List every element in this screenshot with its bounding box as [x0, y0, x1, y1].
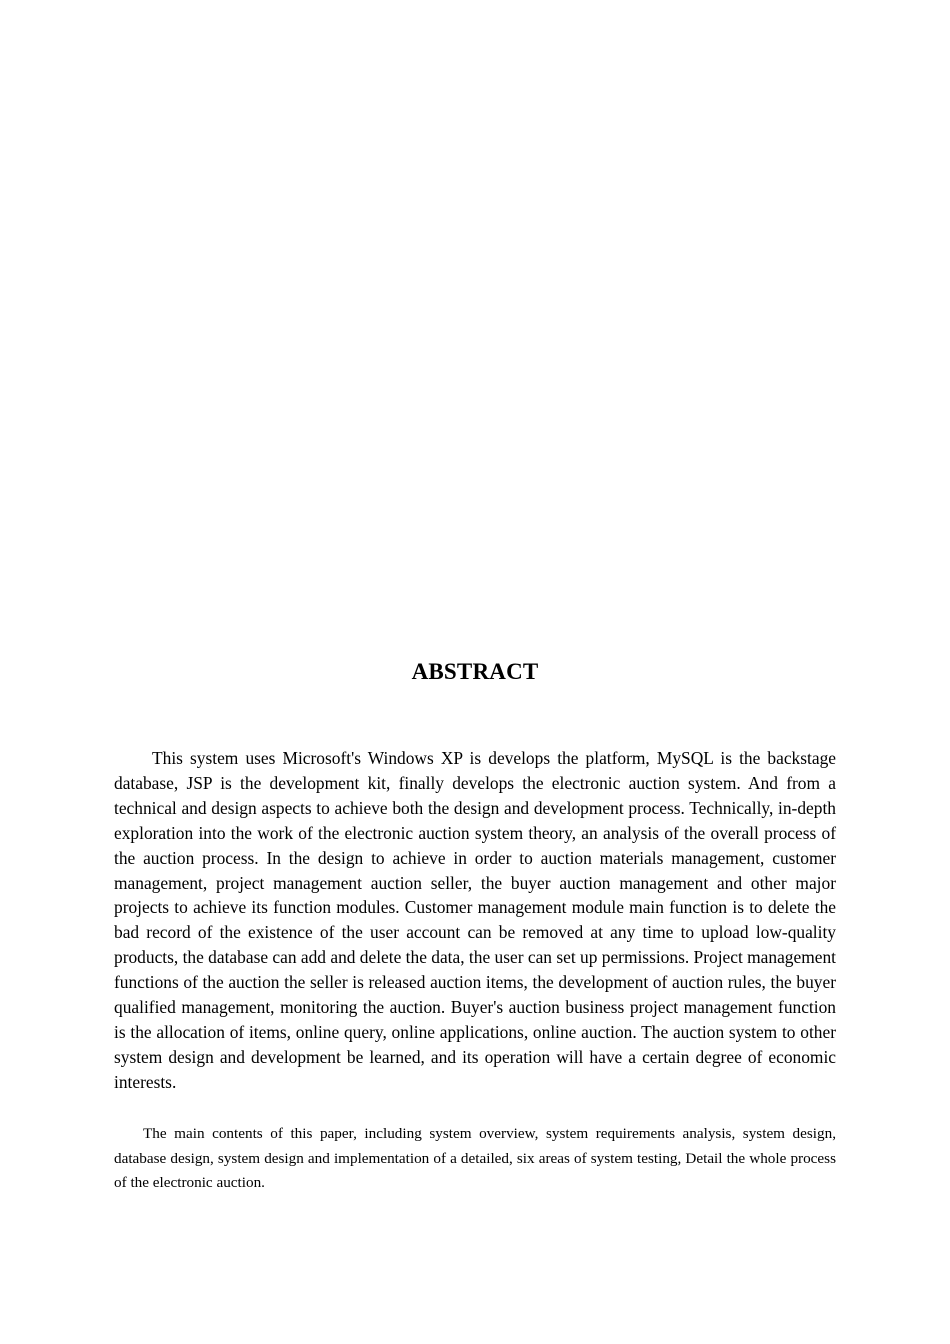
abstract-paragraph-main: This system uses Microsoft's Windows XP is develops the platform, MySQL is the backstage database, JSP is the development kit, finally develops the electronic auction system. And from a technical and design aspects to achieve both the design and development process. Technically, in-depth exploration into the work of the electronic auction system theory, an analysis of the overall process of the auction process. In the design to achieve in order to auction materials management, customer management, project management auction seller, the buyer auction management and other major projects to achieve its function modules. Customer management module main function is to delete the bad record of the existence of the user account can be removed at any time to upload low-quality products, the database can add and delete the data, the user can set up permissions. Project management functions of the auction the seller is released auction items, the development of auction rules, the buyer qualified management, monitoring the auction. Buyer's auction business project management function is the allocation of items, online query, online applications, online auction. The auction system to other system design and development be learned, and its operation will have a certain degree of economic interests.	[114, 748, 836, 1092]
abstract-heading: ABSTRACT	[411, 659, 539, 684]
abstract-paragraph-contents: The main contents of this paper, including system overview, system requirements analysis, system design, database design, system design and implementation of a detailed, six areas of system testing, Detail the whole process of the electronic auction.	[114, 1125, 836, 1192]
